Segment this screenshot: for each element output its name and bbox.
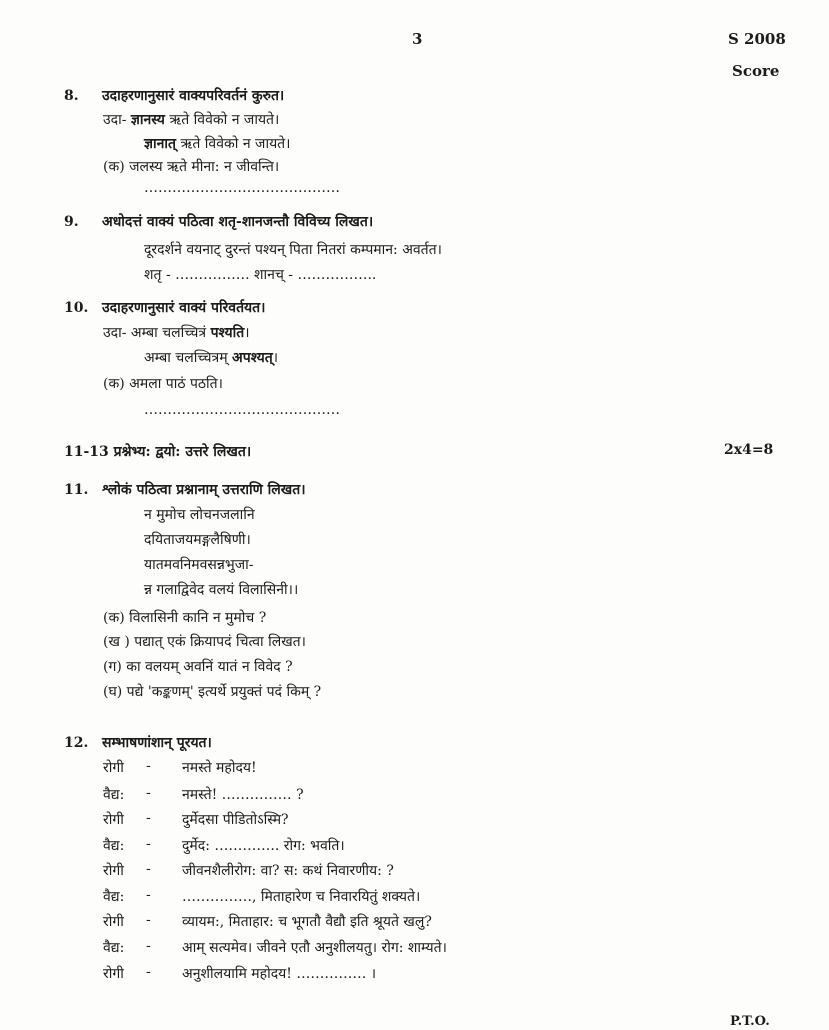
q8-heading bbox=[64, 86, 284, 105]
dialogue-line: दुर्मेदसा पीडितोऽस्मि? bbox=[182, 812, 289, 828]
q10-example-2-plain: अम्बा चलच्चित्रम् bbox=[144, 350, 228, 366]
q8-example-2-rest: ऋते विवेको न जायते। bbox=[180, 136, 291, 152]
q9-heading bbox=[64, 212, 373, 231]
q8-number: 8. bbox=[64, 88, 79, 104]
q11-part-label: (घ) bbox=[103, 684, 123, 700]
q12-heading bbox=[64, 733, 212, 752]
dialogue-speaker: वैद्य: bbox=[103, 889, 125, 905]
q10-example-2-bold: अपश्यत् bbox=[232, 350, 273, 366]
dialogue-speaker: रोगी bbox=[103, 914, 124, 930]
dialogue-line: जीवनशैलीरोग: वा? स: कथं निवारणीय: ? bbox=[182, 863, 394, 879]
dialogue-dash: - bbox=[146, 861, 151, 877]
q11-part-gha bbox=[103, 682, 321, 701]
dialogue-dash: - bbox=[146, 758, 151, 774]
page-number: 3 bbox=[412, 30, 423, 48]
q8-example-2-bold: ज्ञानात् bbox=[144, 136, 176, 152]
q10-number: 10. bbox=[64, 300, 89, 316]
dialogue-dash: - bbox=[146, 964, 151, 980]
q8-answer-line: …………………………………… bbox=[144, 180, 340, 196]
q10-example-1: उदा- अम्बा चलच्चित्रं पश्यति। bbox=[103, 325, 250, 341]
q11-part-kha bbox=[103, 632, 306, 651]
dialogue-speaker: रोगी bbox=[103, 812, 124, 828]
q11-heading bbox=[64, 480, 306, 499]
q12-title: सम्भाषणांशान् पूरयत। bbox=[102, 735, 212, 751]
q11-number: 11. bbox=[64, 482, 89, 498]
q11-part-label: (ख ) bbox=[103, 634, 130, 650]
q9-number: 9. bbox=[64, 214, 79, 230]
score-label: Score bbox=[732, 62, 780, 80]
section-marks: 2x4=8 bbox=[724, 442, 774, 458]
pto-label: P.T.O. bbox=[730, 1014, 770, 1029]
q12-number: 12. bbox=[64, 735, 89, 751]
q8-example-1-bold: ज्ञानस्य bbox=[130, 112, 165, 128]
q11-verse-line-1: न मुमोच लोचनजलानि bbox=[144, 507, 255, 523]
dialogue-line: ……………, मिताहारेण च निवारयितुं शक्यते। bbox=[182, 889, 421, 905]
dialogue-speaker: वैद्य: bbox=[103, 787, 125, 803]
q11-part-label: (क) bbox=[103, 610, 125, 626]
dialogue-line: व्यायम:, मिताहार: च भूगतौ वैद्यौ इति श्रूयते खलु? bbox=[182, 914, 432, 930]
q10-title: उदाहरणानुसारं वाक्यं परिवर्तयत। bbox=[102, 300, 266, 316]
q8-part-label: (क) bbox=[103, 159, 125, 175]
q9-blank-line: शतृ - ……………. शानच् - …………….. bbox=[144, 267, 377, 283]
dialogue-dash: - bbox=[146, 836, 151, 852]
dialogue-line: दुर्मेद: ………….. रोग: भवति। bbox=[182, 838, 345, 854]
q8-part-ka bbox=[103, 157, 279, 176]
q11-part-ka bbox=[103, 608, 266, 627]
q9-sentence: दूरदर्शने वयनाट् दुरन्तं पश्यन् पिता नितरां कम्पमान: अवर्तत। bbox=[144, 242, 442, 258]
q10-answer-line: …………………………………… bbox=[144, 402, 340, 418]
dialogue-dash: - bbox=[146, 887, 151, 903]
dialogue-dash: - bbox=[146, 938, 151, 954]
q8-example-1 bbox=[103, 110, 279, 129]
q11-verse-line-2: दयिताजयमङ्गलैषिणी। bbox=[144, 532, 251, 548]
q11-part-text: का वलयम् अवनिं यातं न विवेद ? bbox=[126, 659, 293, 675]
q10-part-ka bbox=[103, 374, 223, 393]
dialogue-speaker: वैद्य: bbox=[103, 838, 125, 854]
dialogue-line: अनुशीलयामि महोदय! …………… । bbox=[182, 966, 377, 982]
dialogue-speaker: रोगी bbox=[103, 966, 124, 982]
q11-part-ga bbox=[103, 657, 293, 676]
q11-part-text: पद्ये 'कङ्कणम्' इत्यर्थे प्रयुक्तं पदं किम् ? bbox=[126, 684, 322, 700]
q11-verse-line-3: यातमवनिमवसन्नभुजा- bbox=[144, 557, 254, 573]
dialogue-line: नमस्ते महोदय! bbox=[182, 760, 257, 776]
q10-part-label: (क) bbox=[103, 376, 125, 392]
q9-title: अधोदत्तं वाक्यं पठित्वा शतृ-शानजन्तौ विविच्य लिखत। bbox=[102, 214, 374, 230]
q10-example-label: उदा- bbox=[103, 325, 127, 341]
dialogue-speaker: रोगी bbox=[103, 760, 124, 776]
section-title: 11-13 प्रश्नेभ्य: द्वयो: उत्तरे लिखत। bbox=[64, 444, 252, 460]
q10-heading bbox=[64, 298, 265, 317]
dialogue-dash: - bbox=[146, 785, 151, 801]
dialogue-dash: - bbox=[146, 912, 151, 928]
dialogue-speaker: वैद्य: bbox=[103, 940, 125, 956]
q11-verse-line-4: न्न गलाद्विवेद वलयं विलासिनी।। bbox=[144, 582, 299, 598]
dialogue-line: आम् सत्यमेव। जीवने एतौ अनुशीलयतु। रोग: शाम्यते। bbox=[182, 940, 447, 956]
q8-part-text: जलस्य ऋते मीना: न जीवन्ति। bbox=[129, 159, 280, 175]
q10-part-text: अमला पाठं पठति। bbox=[129, 376, 223, 392]
q8-example-label: उदा- bbox=[103, 112, 127, 128]
q10-example-1-bold: पश्यति bbox=[210, 325, 245, 341]
dialogue-speaker: रोगी bbox=[103, 863, 124, 879]
q11-title: श्लोकं पठित्वा प्रश्नानाम् उत्तराणि लिखत। bbox=[102, 482, 306, 498]
q11-part-text: पद्यात् एकं क्रियापदं चित्वा लिखत। bbox=[134, 634, 306, 650]
q8-example-1-rest: ऋते विवेको न जायते। bbox=[169, 112, 280, 128]
q10-example-1-plain: अम्बा चलच्चित्रं bbox=[130, 325, 207, 341]
q8-title: उदाहरणानुसारं वाक्यपरिवर्तनं कुरुत। bbox=[102, 88, 285, 104]
dialogue-dash: - bbox=[146, 810, 151, 826]
q10-example-2: अम्बा चलच्चित्रम् अपश्यत्। bbox=[144, 350, 279, 366]
q8-example-2 bbox=[144, 134, 290, 153]
exam-code: S 2008 bbox=[728, 30, 786, 48]
dialogue-line: नमस्ते! …………… ? bbox=[182, 787, 304, 803]
q11-part-text: विलासिनी कानि न मुमोच ? bbox=[129, 610, 267, 626]
q11-part-label: (ग) bbox=[103, 659, 122, 675]
